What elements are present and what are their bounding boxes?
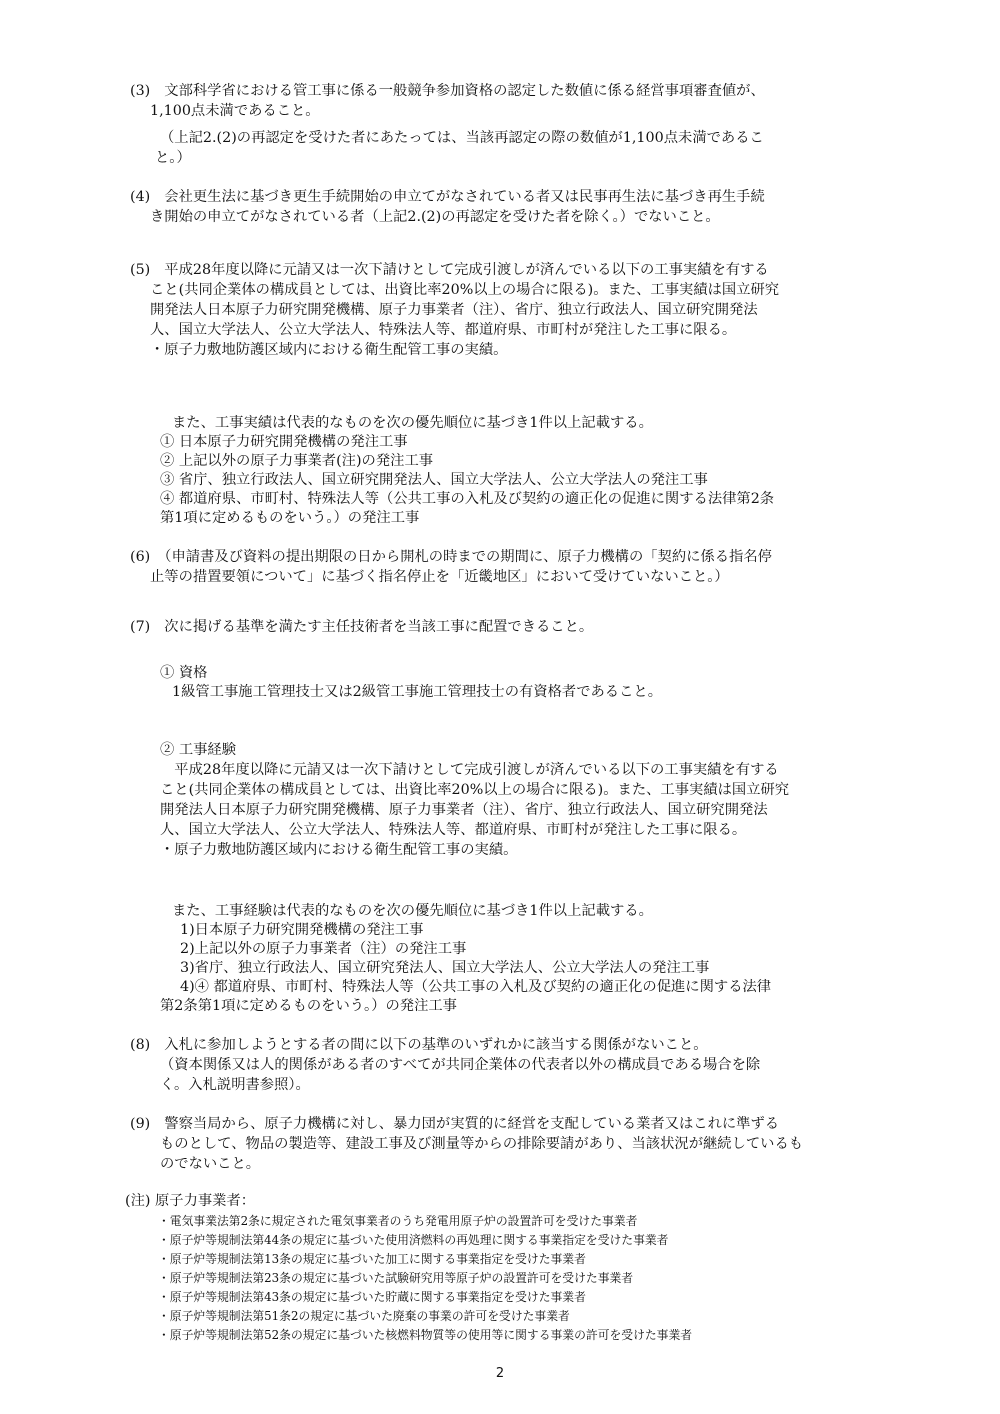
item-3-line: 文部科学省における管工事に係る一般競争参加資格の認定した数値に係る経営事項審査値が、 bbox=[150, 83, 765, 99]
item-7-line: また、工事経験は代表的なものを次の優先順位に基づき1件以上記載する。 bbox=[172, 903, 653, 919]
note-item: ・原子炉等規制法第44条の規定に基づいた使用済燃料の再処理に関する事業指定を受けた事業者 bbox=[158, 1233, 669, 1247]
item-7-line: ・原子力敷地防護区域内における衛生配管工事の実績。 bbox=[160, 842, 518, 858]
item-7-line: こと(共同企業体の構成員としては、出資比率20%以上の場合に限る)。また、工事実績は国立研究 bbox=[160, 782, 790, 798]
item-5-list: ① 日本原子力研究開発機構の発注工事 bbox=[160, 434, 408, 450]
item-8-line: く。入札説明書参照）。 bbox=[160, 1077, 310, 1093]
item-7-list: 4)④ 都道府県、市町村、特殊法人等（公共工事の入札及び契約の適正化の促進に関する法律 bbox=[180, 979, 772, 995]
item-5-list: 第1項に定めるものをいう。）の発注工事 bbox=[160, 510, 420, 526]
item-8-number: (8) bbox=[130, 1037, 151, 1053]
item-7-line: 人、国立大学法人、公立大学法人、特殊法人等、都道府県、市町村が発注した工事に限る。 bbox=[160, 822, 747, 838]
item-7-subheading: ① 資格 bbox=[160, 665, 208, 681]
item-9-line: のでないこと。 bbox=[160, 1156, 261, 1172]
item-7-list: 1)日本原子力研究開発機構の発注工事 bbox=[180, 922, 424, 938]
note-item: ・電気事業法第2条に規定された電気事業者のうち発電用原子炉の設置許可を受けた事業者 bbox=[158, 1214, 638, 1228]
item-5-list: ③ 省庁、独立行政法人、国立研究開発法人、国立大学法人、公立大学法人の発注工事 bbox=[160, 472, 708, 488]
note-item: ・原子炉等規制法第13条の規定に基づいた加工に関する事業指定を受けた事業者 bbox=[158, 1252, 586, 1266]
note-item: ・原子炉等規制法第51条2の規定に基づいた廃棄の事業の許可を受けた事業者 bbox=[158, 1309, 570, 1323]
item-5-line: 平成28年度以降に元請又は一次下請けとして完成引渡しが済んでいる以下の工事実績を有する bbox=[150, 262, 769, 278]
item-5-line: 開発法人日本原子力研究開発機構、原子力事業者（注）、省庁、独立行政法人、国立研究開発法 bbox=[150, 302, 758, 318]
item-5-list: ④ 都道府県、市町村、特殊法人等（公共工事の入札及び契約の適正化の促進に関する法律第2条 bbox=[160, 491, 775, 507]
item-8-line: （資本関係又は人的関係がある者のすべてが共同企業体の代表者以外の構成員である場合を除 bbox=[160, 1057, 761, 1073]
item-9-line: ものとして、物品の製造等、建設工事及び測量等からの排除要請があり、当該状況が継続しているも bbox=[160, 1136, 804, 1152]
item-5-line: また、工事実績は代表的なものを次の優先順位に基づき1件以上記載する。 bbox=[172, 415, 653, 431]
item-5-line: ・原子力敷地防護区域内における衛生配管工事の実績。 bbox=[150, 342, 508, 358]
item-7-subheading: ② 工事経験 bbox=[160, 742, 237, 758]
item-7-line: 平成28年度以降に元請又は一次下請けとして完成引渡しが済んでいる以下の工事実績を有する bbox=[160, 762, 779, 778]
item-7-line: 開発法人日本原子力研究開発機構、原子力事業者（注）、省庁、独立行政法人、国立研究開発法 bbox=[160, 802, 768, 818]
item-5-line: こと(共同企業体の構成員としては、出資比率20%以上の場合に限る)。また、工事実績は国立研究 bbox=[150, 282, 780, 298]
item-9-number: (9) bbox=[130, 1116, 151, 1132]
item-6-line: 止等の措置要領について」に基づく指名停止を「近畿地区」において受けていないこと。） bbox=[150, 569, 729, 585]
item-8-line: 入札に参加しようとする者の間に以下の基準のいずれかに該当する関係がないこと。 bbox=[150, 1037, 708, 1053]
item-3-line: と。） bbox=[155, 150, 191, 166]
page-number: 2 bbox=[495, 1366, 505, 1381]
note-label: (注) 原子力事業者： bbox=[125, 1193, 256, 1209]
item-7-list: 第2条第1項に定めるものをいう。）の発注工事 bbox=[160, 998, 457, 1014]
item-7-line: 次に掲げる基準を満たす主任技術者を当該工事に配置できること。 bbox=[150, 619, 594, 635]
item-5-number: (5) bbox=[130, 262, 151, 278]
item-3-number: (3) bbox=[130, 83, 151, 99]
item-7-list: 3)省庁、独立行政法人、国立研究発法人、国立大学法人、公立大学法人の発注工事 bbox=[180, 960, 710, 976]
note-item: ・原子炉等規制法第23条の規定に基づいた試験研究用等原子炉の設置許可を受けた事業者 bbox=[158, 1271, 634, 1285]
item-9-line: 警察当局から、原子力機構に対し、暴力団が実質的に経営を支配している業者又はこれに準ずる bbox=[150, 1116, 780, 1132]
note-item: ・原子炉等規制法第52条の規定に基づいた核燃料物質等の使用等に関する事業の許可を受けた事業者 bbox=[158, 1328, 693, 1342]
item-6-line: （申請書及び資料の提出期限の日から開札の時までの期間に、原子力機構の「契約に係る指名停 bbox=[150, 549, 772, 565]
note-item: ・原子炉等規制法第43条の規定に基づいた貯蔵に関する事業指定を受けた事業者 bbox=[158, 1290, 586, 1304]
item-3-line: 1,100点未満であること。 bbox=[150, 103, 320, 119]
item-7-list: 2)上記以外の原子力事業者（注）の発注工事 bbox=[180, 941, 467, 957]
item-3-line: （上記2.(2)の再認定を受けた者にあたっては、当該再認定の際の数値が1,100点未満であるこ bbox=[160, 130, 764, 146]
item-4-line: 会社更生法に基づき更生手続開始の申立てがなされている者又は民事再生法に基づき再生手続 bbox=[150, 189, 765, 205]
item-5-list: ② 上記以外の原子力事業者(注)の発注工事 bbox=[160, 453, 434, 469]
item-6-number: (6) bbox=[130, 549, 151, 565]
item-7-number: (7) bbox=[130, 619, 151, 635]
item-7-line: 1級管工事施工管理技士又は2級管工事施工管理技士の有資格者であること。 bbox=[172, 684, 662, 700]
item-4-number: (4) bbox=[130, 189, 151, 205]
item-5-line: 人、国立大学法人、公立大学法人、特殊法人等、都道府県、市町村が発注した工事に限る。 bbox=[150, 322, 737, 338]
item-4-line: き開始の申立てがなされている者（上記2.(2)の再認定を受けた者を除く。）でないこと。 bbox=[150, 209, 720, 225]
